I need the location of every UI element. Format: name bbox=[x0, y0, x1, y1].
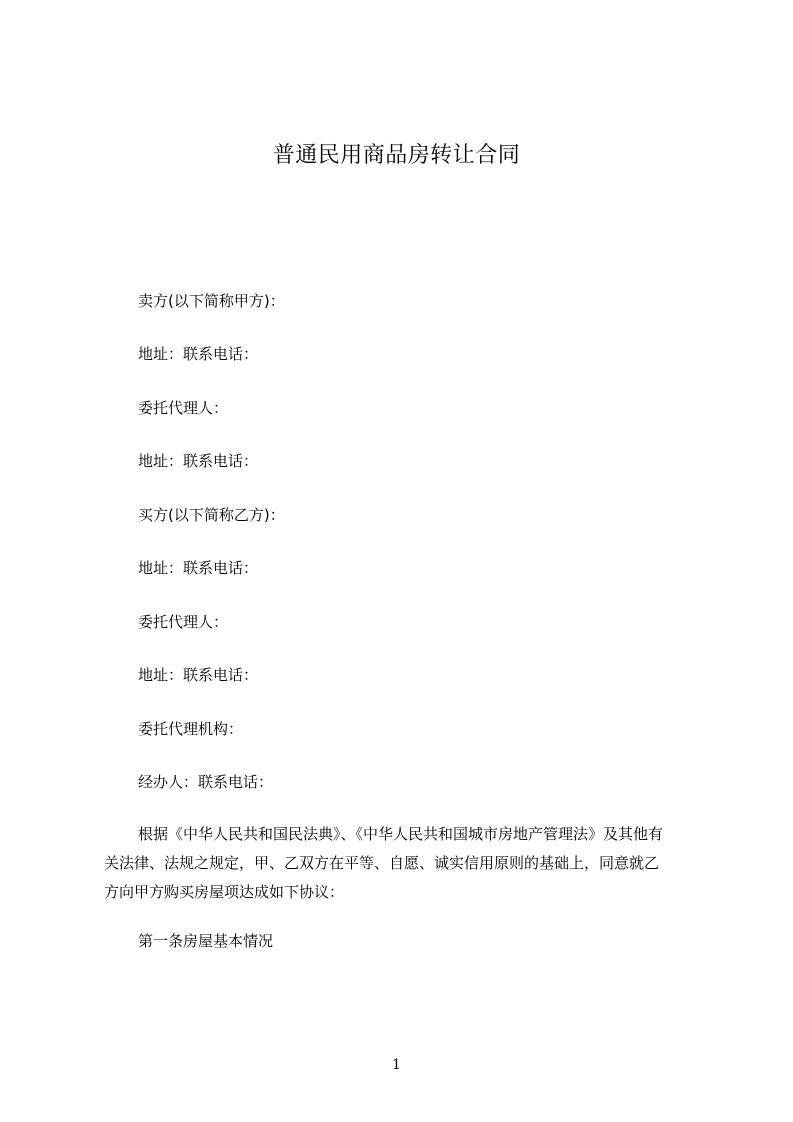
seller-address-phone-field: 地址：联系电话： bbox=[138, 345, 259, 363]
preamble-line: 方向甲方购买房屋项达成如下协议： bbox=[104, 883, 345, 901]
seller-agent-address-phone-field: 地址：联系电话： bbox=[138, 452, 259, 470]
preamble-line: 关法律、法规之规定，甲、乙双方在平等、自愿、诚实信用原则的基础上，同意就乙 bbox=[104, 854, 660, 872]
section-heading: 第一条房屋基本情况 bbox=[138, 932, 274, 950]
buyer-address-phone-field: 地址：联系电话： bbox=[138, 559, 259, 577]
seller-agent-field: 委托代理人： bbox=[138, 399, 229, 417]
page-title: 普通民用商品房转让合同 bbox=[272, 143, 521, 168]
page-number: 1 bbox=[392, 1057, 401, 1073]
buyer-agent-field: 委托代理人： bbox=[138, 613, 229, 631]
preamble-line: 根据《中华人民共和国民法典》、《中华人民共和国城市房地产管理法》及其他有 bbox=[138, 825, 664, 843]
preamble-paragraph bbox=[104, 820, 704, 907]
agency-field: 委托代理机构： bbox=[138, 720, 244, 738]
buyer-field: 买方(以下简称乙方)： bbox=[138, 506, 285, 524]
buyer-agent-address-phone-field: 地址：联系电话： bbox=[138, 666, 259, 684]
seller-field: 卖方(以下简称甲方)： bbox=[138, 292, 285, 310]
handler-phone-field: 经办人：联系电话： bbox=[138, 773, 274, 791]
